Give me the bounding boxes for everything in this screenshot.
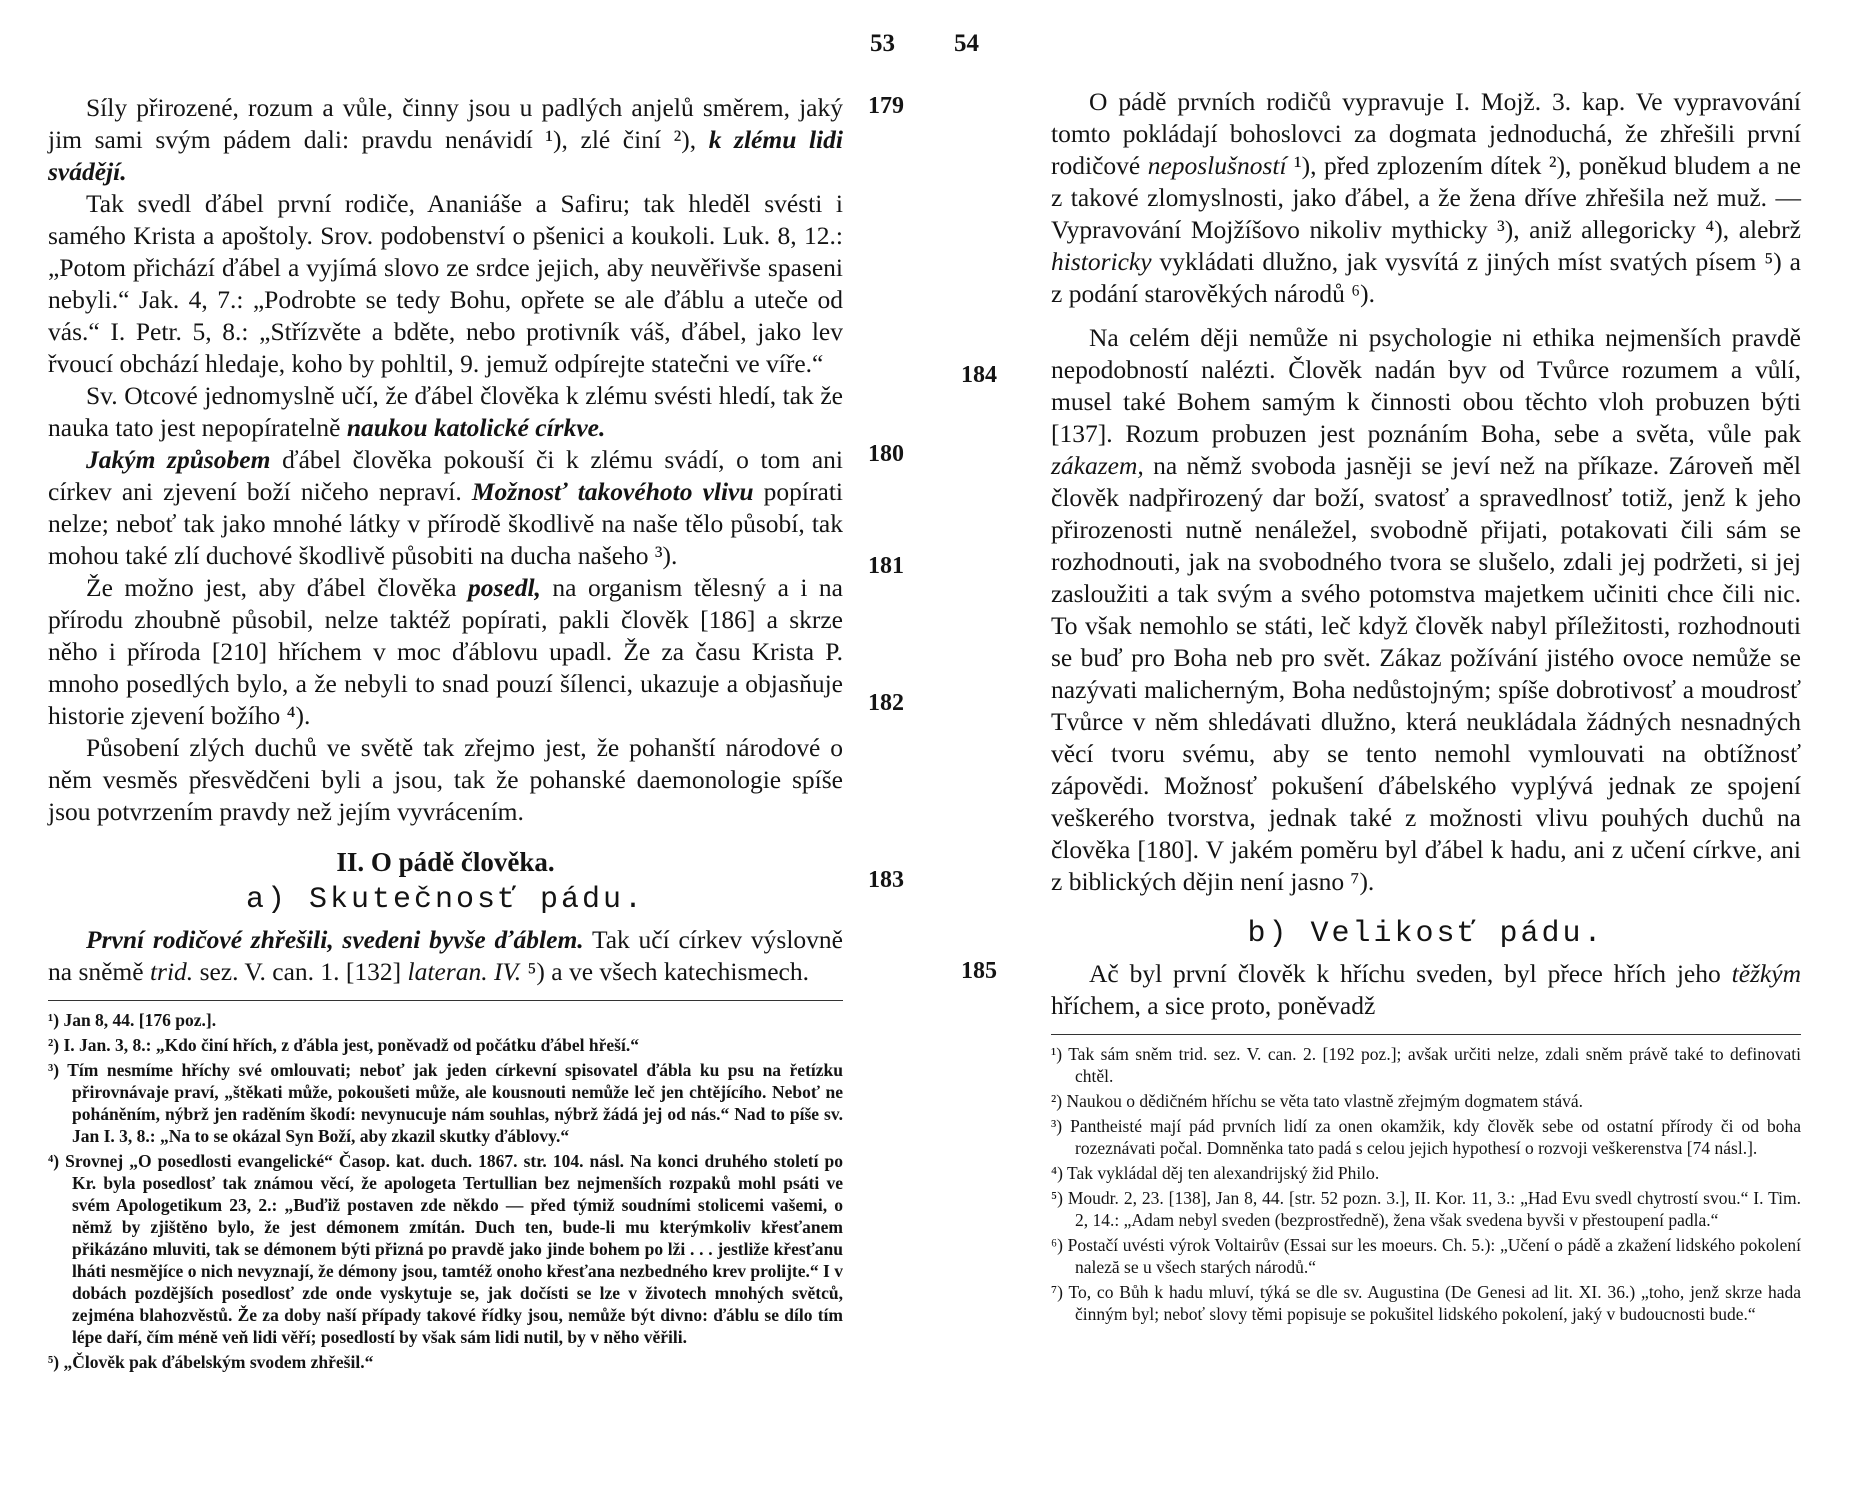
footnote: ¹) Jan 8, 44. [176 poz.].	[48, 1010, 217, 1030]
footnote: ⁷) To, co Bůh k hadu mluví, týká se dle sv. Augustina (De Genesi ad lit. XI. 36.) „toho, jenž skrze hada činným byl; neboť slovy těmi popisuje se pokušitel lidského pokolení, jaký v budoucnosti bude.“	[1051, 1282, 1801, 1324]
paragraph: Sv. Otcové jednomyslně učí, že ďábel člověka k zlému svésti hledí, tak že nauka tato jest nepopíratelně naukou katolické církve.	[48, 381, 843, 442]
margin-number-182: 182	[868, 690, 904, 716]
paragraph: Působení zlých duchů ve světě tak zřejmo jest, že pohanští národové o něm vesměs přesvědčeni byli a jsou, tak že pohanské daemonologie spíše jsou potvrzením pravdy než jejím vyvrácením.	[48, 733, 843, 826]
margin-number-181: 181	[868, 553, 904, 579]
footnote: ⁶) Postačí uvésti výrok Voltairův (Essai sur les moeurs. Ch. 5.): „Učení o pádě a zkažení lidského pokolení naleză se u všech starých národů.“	[1051, 1235, 1801, 1277]
page-number-left: 53	[870, 30, 895, 57]
page-number-right: 54	[954, 30, 979, 57]
footnote: ³) Pantheisté mají pád prvních lidí za onen okamžik, kdy člověk sebe od ostatní přírody či od boha rozeznávati počal. Domněnka tato padá s celou jejich hypothesí o rozvoji veškerenstva [74 násl.].	[1051, 1116, 1801, 1158]
footnote: ²) I. Jan. 3, 8.: „Kdo činí hřích, z ďábla jest, poněvadž od počátku ďábel hřeší.“	[48, 1035, 639, 1055]
right-body	[1051, 86, 1801, 1328]
subsection-heading: a) Skutečnosť pádu.	[245, 883, 646, 917]
paragraph: Jakým způsobem ďábel člověka pokouší či k zlému svádí, o tom ani církev ani zjevení boží ničeho nepraví. Možnosť takovéhoto vlivu popírati nelze; neboť tak jako mnohé látky v přírodě škodlivě na naše tělo působí, tak mohou také zlí duchové škodlivě působiti na ducha našeho ³).	[48, 445, 843, 570]
paragraph: Síly přirozené, rozum a vůle, činny jsou u padlých anjelů směrem, jaký jim sami svým pádem dali: pravdu nenávidí ¹), zlé činí ²), k zlému lidi svádějí.	[48, 93, 843, 186]
footnote: ⁵) Moudr. 2, 23. [138], Jan 8, 44. [str. 52 pozn. 3.], II. Kor. 11, 3.: „Had Evu svedl chytrostí svou.“ I. Tim. 2, 14.: „Adam nebyl sveden (bezprostředně), žena však svedena byvši v přestoupení padla.“	[1051, 1188, 1801, 1230]
margin-number-179: 179	[868, 93, 904, 119]
footnote: ²) Naukou o dědičném hříchu se věta tato vlastně zřejmým dogmatem stává.	[1051, 1091, 1584, 1111]
footnote: ⁴) Tak vykládal děj ten alexandrijský žid Philo.	[1051, 1163, 1380, 1183]
left-body	[48, 92, 843, 1376]
subsection-heading: b) Velikosť pádu.	[1247, 917, 1605, 951]
paragraph: Tak svedl ďábel první rodiče, Ananiáše a Safiru; tak hleděl svésti i samého Krista a apoštoly. Srov. podobenství o pšenici a koukoli. Luk. 8, 12.: „Potom přichází ďábel a vyjímá slovo ze srdce jejich, aby neuvěřivše spaseni nebyli.“ Jak. 4, 7.: „Podrobte se tedy Bohu, opřete se ale ďáblu a uteče od vás.“ I. Petr. 5, 8.: „Střízvěte a bděte, nebo protivník váš, ďábel, jako lev řvoucí obchází hledaje, koho by pohltil, 9. jemuž odpírejte statečni ve víře.“	[48, 189, 843, 378]
paragraph: První rodičové zhřešili, svedeni byvše ďáblem. Tak učí církev výslovně na sněmě trid. sez. V. can. 1. [132] lateran. IV. ⁵) a ve všech katechismech.	[48, 925, 843, 986]
footnote: ⁵) „Člověk pak ďábelským svodem zhřešil.“	[48, 1352, 374, 1372]
paragraph: Na celém ději nemůže ni psychologie ni ethika nejmenších pravdě nepodobností nalézti. Člověk nadán byv od Tvůrce rozumem a vůlí, musel také Bohem samým k činnosti obou těchto vloh probuzen býti [137]. Rozum probuzen jest poznáním Boha, sebe a světa, vůle pak zákazem, na němž svoboda jasněji se jeví než na příkaze. Zároveň měl člověk nadpřirozený dar boží, svatosť a spravedlnosť totiž, jenž k jeho přirozenosti nutně nenáležel, svobodně přijati, potakovati čili sám se rozhodnouti, jak na svobodného tvora se slušelo, zdali jej podržeti, si jej zasloužiti a tak svým a svého potomstva majetkem učiniti chce čili nic. To však nemohlo se státi, leč když člověk nabyl příležitosti, rozhodnouti se buď pro Boha neb pro svět. Zákaz požívání jistého ovoce nemůže se nazývati malicherným, Boha nedůstojným; spíše dobrotivosť a moudrosť Tvůrce v něm shledávati dlužno, která neukládala žádných nesnadných věcí tvoru svému, aby se tento nemohl vymlouvati na obtížnosť zápovědi. Možnosť pokušení ďábelského vyplývá jednak ze spojení veškerého tvorstva, jednak také z možnosti vlivu pouhých duchů na člověka [180]. V jakém poměru byl ďábel k hadu, ani z učení církve, ani z biblických dějin není jasno ⁷).	[1051, 323, 1801, 896]
margin-number-184: 184	[961, 362, 997, 388]
footnote: ⁴) Srovnej „O posedlosti evangelické“ Časop. kat. duch. 1867. str. 104. násl. Na konci druhého století po Kr. byla posedlosť tak známou věcí, že apologeta Tertullian bez nejmenších rozpaků mohl psáti ve svém Apologetikum 23, 2.: „Buďiž postaven zde někdo — před týmiž soudními stolicemi vašemi, o němž by zjištěno bylo, že jest démonem zmítán. Duch ten, bude-li mu kterýmkoliv křesťanem přikázáno mluviti, tak se démonem býti přizná po pravdě jako jinde bohem po lži . . . jestliže křesťanu lháti nesmějíce o nich nevyznají, že démony jsou, tamtéž onoho křesťana nezbedného krev prolijte.“ I v dobách pozdějších posedlosť zde onde vyskytuje se, jak dočísti se lze v životech mnohých světců, zejména blahozvěstů. Že za doby naší případy takové řídky jsou, nemůže být divno: ďáblu se dílo tím lépe daří, čím méně veň lidi věří; posedlostí by však sám lidi nutil, by v něho věřili.	[48, 1151, 843, 1347]
footnotes-right	[1051, 1043, 1801, 1325]
paragraph: Ač byl první člověk k hříchu sveden, byl přece hřích jeho těžkým hříchem, a sice proto, poněvadž	[1051, 959, 1801, 1020]
paragraph: Že možno jest, aby ďábel člověka posedl, na organism tělesný a i na přírodu zhoubně působil, nelze taktéž popírati, pakli člověk [186] a skrze něho i příroda [210] hříchem v moc ďáblovu upadl. Že za času Krista P. mnoho posedlých bylo, a že nebyli to snad pouzí šílenci, ukazuje a objasňuje historie zjevení božího ⁴).	[48, 573, 843, 730]
paragraph: O pádě prvních rodičů vypravuje I. Mojž. 3. kap. Ve vypravování tomto pokládají bohoslovci za dogmata jednoduchá, že zhřešili první rodičové neposlušností ¹), před zplozením dítek ²), poněkud bludem a ne z takové zlomyslnosti, jako ďábel, a že žena dříve zhřešila než muž. — Vypravování Mojžíšovo nikoliv mythicky ³), aniž allegoricky ⁴), alebrž historicky vykládati dlužno, jak vysvítá z jiných míst svatých písem ⁵) a z podání starověkých národů ⁶).	[1051, 87, 1801, 308]
footnote: ¹) Tak sám sněm trid. sez. V. can. 2. [192 poz.]; avšak určiti nelze, zdali sněm právě také to definovati chtěl.	[1051, 1044, 1801, 1086]
footnotes-left	[48, 1009, 843, 1373]
right-page	[926, 0, 1852, 1500]
footnote: ³) Tím nesmíme hříchy své omlouvati; neboť jak jeden církevní spisovatel ďábla ku psu na řetízku přirovnávaje praví, „štěkati může, pokoušeti může, ale kousnouti nemůže leč jen chtějícího. Neboť ne poháněním, nýbrž jen raděním škodí: nevynucuje nám souhlas, nýbrž žádá jej od nás.“ Nad to píše sv. Jan I. 3, 8.: „Na to se okázal Syn Boží, aby zkazil skutky ďáblovy.“	[48, 1060, 843, 1146]
margin-number-185: 185	[961, 958, 997, 984]
footnote-divider	[48, 1000, 843, 1001]
footnote-divider	[1051, 1034, 1801, 1035]
section-heading: II. O pádě člověka.	[336, 847, 555, 877]
margin-number-183: 183	[868, 867, 904, 893]
margin-number-180: 180	[868, 441, 904, 467]
